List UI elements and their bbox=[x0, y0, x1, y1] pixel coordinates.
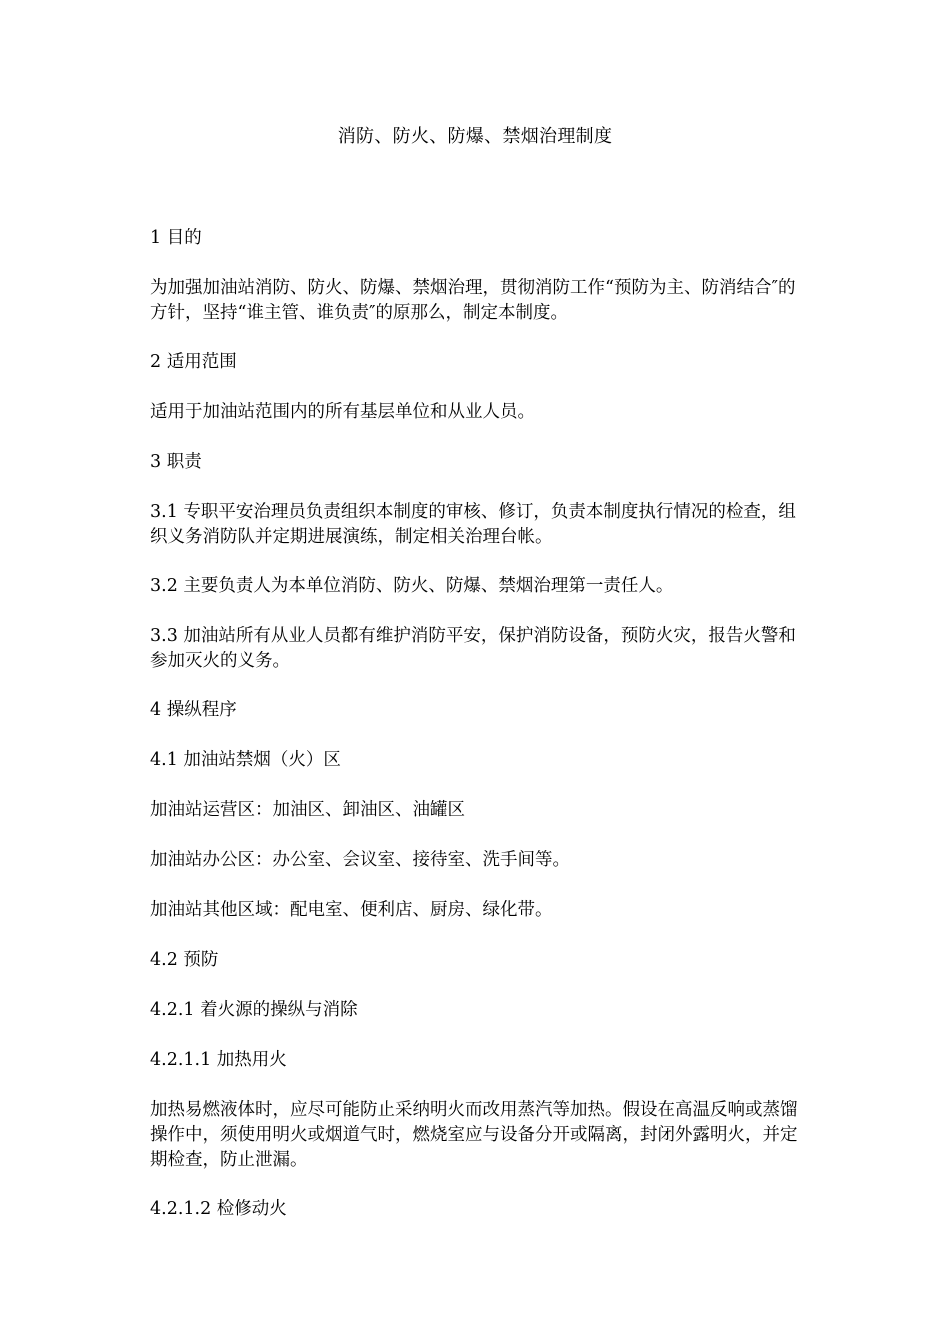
document-title: 消防、防火、防爆、禁烟治理制度 bbox=[337, 126, 613, 147]
paragraph-scope: 适用于加油站范围内的所有基层单位和从业人员。 bbox=[150, 402, 535, 422]
paragraph-purpose: 为加强加油站消防、防火、防爆、禁烟治理，贯彻消防工作“预防为主、防消结合″的方针，坚持“谁主管、谁负责″的原那么，制定本制度。 bbox=[150, 278, 796, 323]
subsection-heading-4-2: 4.2 预防 bbox=[150, 950, 219, 970]
section-heading-scope: 2 适用范围 bbox=[150, 352, 237, 372]
paragraph-duty-3-1: 3.1 专职平安治理员负责组织本制度的审核、修订，负责本制度执行情况的检查，组织义务消防队并定期进展演练，制定相关治理台帐。 bbox=[150, 502, 796, 547]
subsection-heading-4-1: 4.1 加油站禁烟（火）区 bbox=[150, 750, 341, 770]
paragraph-other-area: 加油站其他区域：配电室、便利店、厨房、绿化带。 bbox=[150, 900, 553, 920]
subsection-heading-4-2-1: 4.2.1 着火源的操纵与消除 bbox=[150, 1000, 358, 1020]
section-heading-duties: 3 职责 bbox=[150, 452, 202, 472]
paragraph-heating-fire: 加热易燃液体时，应尽可能防止采纳明火而改用蒸汽等加热。假设在高温反响或蒸馏操作中，须使用明火或烟道气时，燃烧室应与设备分开或隔离，封闭外露明火，并定期检查，防止泄漏。 bbox=[150, 1100, 798, 1170]
subsection-heading-4-2-1-1: 4.2.1.1 加热用火 bbox=[150, 1050, 287, 1070]
section-heading-procedure: 4 操纵程序 bbox=[150, 700, 237, 720]
paragraph-duty-3-3: 3.3 加油站所有从业人员都有维护消防平安，保护消防设备，预防火灾，报告火警和参加灭火的义务。 bbox=[150, 626, 796, 671]
paragraph-operating-area: 加油站运营区：加油区、卸油区、油罐区 bbox=[150, 800, 465, 820]
paragraph-office-area: 加油站办公区：办公室、会议室、接待室、洗手间等。 bbox=[150, 850, 570, 870]
paragraph-duty-3-2: 3.2 主要负责人为本单位消防、防火、防爆、禁烟治理第一责任人。 bbox=[150, 576, 674, 596]
section-heading-purpose: 1 目的 bbox=[150, 228, 202, 248]
subsection-heading-4-2-1-2: 4.2.1.2 检修动火 bbox=[150, 1199, 287, 1219]
